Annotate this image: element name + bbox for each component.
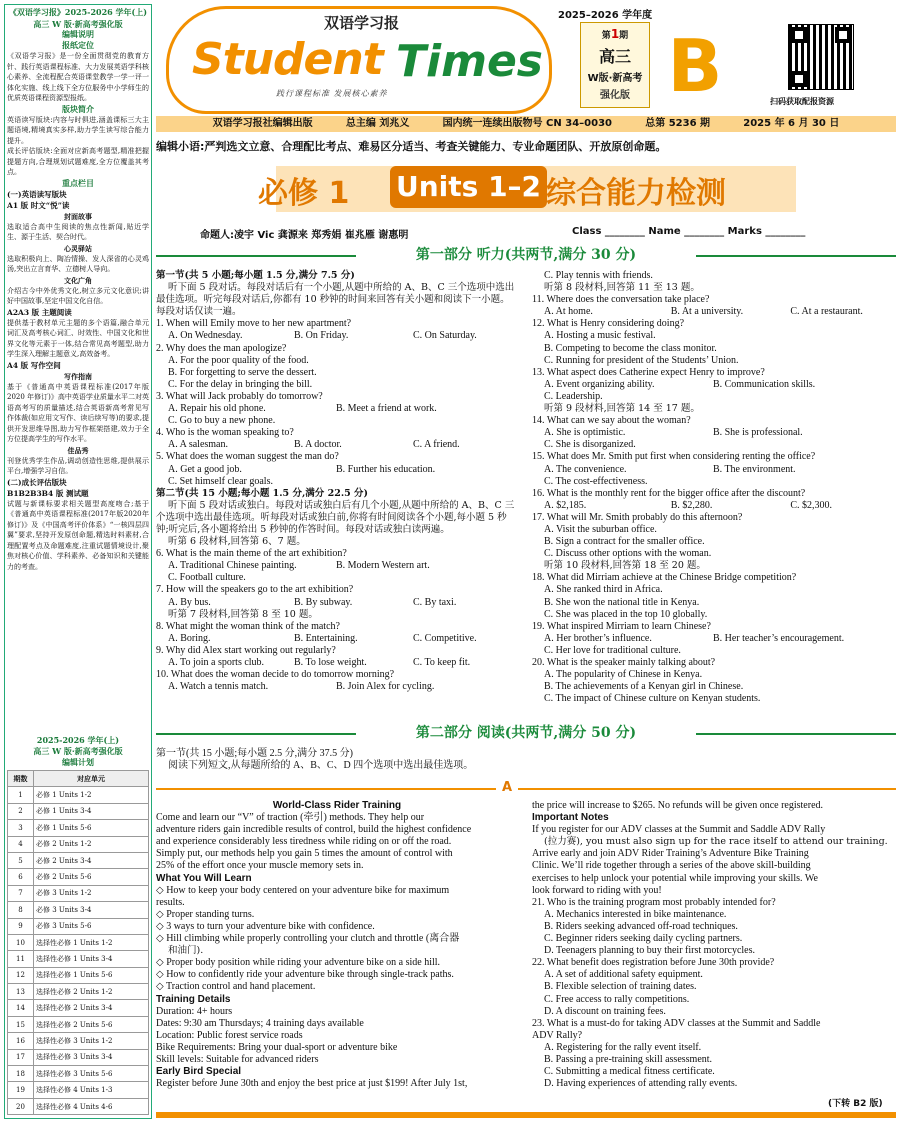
- passage-left-column: [156, 800, 518, 1090]
- plan-issue: 2: [8, 803, 34, 819]
- plan-th-unit: 对应单元: [34, 771, 149, 787]
- text-line: 和油门).: [168, 945, 204, 957]
- plan-block: [5, 735, 151, 1117]
- serial-number: 国内统一连续出版物号 CN 34–0030: [442, 118, 612, 129]
- part2-title: 第二部分 阅读(共两节,满分 50 分): [415, 725, 637, 741]
- plan-row: [8, 1016, 149, 1032]
- text-line: A. Registering for the rally event itself.: [544, 1041, 702, 1053]
- sidebar-pos-text: 《双语学习报》是一份全面贯彻党的教育方针、践行英语课程标准、大力发展英语学科核心素养、全流程配合英语课堂教学一学一评一体化实施、线上线下全方位服务中小学师生的优质英语课程资源型报纸。: [7, 52, 149, 102]
- version: W版·新高考: [587, 73, 643, 84]
- text-line: 22. What benefit does registration before June 30th provide?: [532, 957, 775, 969]
- plan-unit: 必修 2 Units 3-4: [34, 852, 149, 868]
- plan-row: [8, 803, 149, 819]
- listening-left-column: [156, 270, 518, 693]
- sidebar-c5t: 刊登优秀学生作品,调动创造性思维,提供展示平台,增强学习自信。: [7, 456, 149, 475]
- text-line: Important Notes: [532, 812, 609, 824]
- part1-header: [156, 244, 896, 266]
- plan-unit: 选择性必修 3 Units 1-2: [34, 1033, 149, 1049]
- text-line: C. Running for president of the Students’ Union.: [544, 354, 739, 366]
- plan-issue: 10: [8, 934, 34, 950]
- text-line: 听下面 5 段对话或独白。每段对话或独白后有几个小题,从题中所给的 A、B、C 三个选项中选出最佳选项。听每段对话或独白前,你将有时间阅读各个小题,每小题 5 秒钟;听完后,各小题将给出 5 秒钟的作答时间。每段对话或独白读两遍。: [156, 499, 515, 535]
- plan-row: [8, 951, 149, 967]
- text-line: If you register for our ADV classes at the Summit and Saddle ADV Rally: [532, 824, 826, 836]
- text-line: Arrive early and join ADV Rider Training’s Adventure Bike Training: [532, 848, 809, 860]
- plan-issue: 3: [8, 820, 34, 836]
- title-banner: [156, 158, 896, 216]
- plan-row: [8, 918, 149, 934]
- plan-row: [8, 1066, 149, 1082]
- text-line: A. Her brother’s influence. B. Her teacher’s encouragement.: [544, 632, 845, 644]
- plan-row: [8, 869, 149, 885]
- text-line: C. Play tennis with friends.: [544, 270, 653, 281]
- plan-row: [8, 934, 149, 950]
- text-line: look forward to riding with you!: [532, 884, 662, 896]
- plan-row: [8, 852, 149, 868]
- text-line: A. Get a good job. B. Further his education.: [168, 463, 436, 475]
- text-line: A. Event organizing ability. B. Communication skills.: [544, 378, 816, 390]
- bottom-bar: [156, 1112, 896, 1118]
- plan-unit: 必修 1 Units 3-4: [34, 803, 149, 819]
- text-line: 23. What is a must-do for taking ADV classes at the Summit and Saddle: [532, 1017, 821, 1029]
- plan-issue: 1: [8, 787, 34, 803]
- plan-issue: 9: [8, 918, 34, 934]
- issue-number: 第1期: [601, 27, 629, 41]
- text-line: A. Hosting a music festival.: [544, 330, 656, 342]
- text-line: 13. What aspect does Catherine expect Henry to improve?: [532, 366, 765, 378]
- plan-table: [7, 770, 149, 1115]
- plan-unit: 必修 3 Units 1-2: [34, 885, 149, 901]
- plan-unit: 选择性必修 1 Units 1-2: [34, 934, 149, 950]
- banner-units: Units 1–2: [390, 166, 547, 208]
- edition-box: [580, 22, 650, 108]
- text-line: 11. Where does the conversation take place?: [532, 294, 710, 306]
- text-line: World-Class Rider Training: [272, 800, 402, 811]
- editor-note: 编辑小语:严判选文立意、合理配比考点、难易区分适当、考查关键能力、专业命题团队、开放原创命题。: [156, 140, 667, 153]
- text-line: 第二节(共 15 小题;每小题 1.5 分,满分 22.5 分): [156, 487, 369, 499]
- text-line: 听第 6 段材料,回答第 6、7 题。: [168, 536, 306, 548]
- text-line: ◇ How to confidently ride your adventure bike through single-track paths.: [156, 969, 454, 981]
- grade: 高三: [598, 47, 631, 66]
- sidebar-c1: 封面故事: [64, 211, 92, 221]
- chief-editor: 总主编 刘兆义: [345, 118, 410, 129]
- text-line: C. She is disorganized.: [544, 439, 636, 451]
- plan-issue: 19: [8, 1082, 34, 1098]
- plan-issue: 8: [8, 902, 34, 918]
- school-year: 2025–2026 学年度: [558, 10, 653, 21]
- text-line: A. On Wednesday. B. On Friday. C. On Saturday.: [168, 330, 477, 342]
- sidebar-manual: 编辑说明: [62, 29, 94, 39]
- text-line: B. For forgetting to serve the dessert.: [168, 366, 317, 378]
- text-line: exercises to help unlock your potential while improving your skills. We: [532, 872, 818, 884]
- text-line: B. She won the national title in Kenya.: [544, 596, 700, 608]
- plan-row: [8, 967, 149, 983]
- sidebar-s3: A4 版 写作空间: [7, 360, 61, 370]
- text-line: ◇ Traction control and hand placement.: [156, 981, 316, 993]
- sidebar-b2: 成长评估版块:全面对应新高考题型,精准把握提题方向,合理规划试题难度,全方位覆盖其考点。: [7, 147, 149, 176]
- plan-issue: 14: [8, 1000, 34, 1016]
- text-line: D. Having experiences of attending rally events.: [544, 1078, 738, 1090]
- text-line: A. Watch a tennis match. B. Join Alex for cycling.: [168, 681, 435, 693]
- text-line: ADV Rally?: [532, 1029, 583, 1041]
- text-line: A. A set of additional safety equipment.: [544, 969, 703, 981]
- text-line: 10. What does the woman decide to do tomorrow morning?: [156, 669, 395, 681]
- text-line: ◇ Hill climbing while properly controlling your clutch and throttle (离合器: [156, 933, 460, 945]
- text-line: What You Will Learn: [156, 872, 252, 884]
- plan-th-issue: 期数: [8, 771, 34, 787]
- text-line: ◇ Proper body position while riding your adventure bike on a side hill.: [156, 957, 441, 969]
- text-line: A. The convenience. B. The environment.: [544, 463, 796, 475]
- text-line: C. Football culture.: [168, 572, 246, 584]
- text-line: Dates: 9:30 am Thursdays; 4 training days available: [156, 1017, 364, 1029]
- text-line: 第一节(共 5 小题;每小题 1.5 分,满分 7.5 分): [156, 270, 355, 281]
- plan-row: [8, 1082, 149, 1098]
- sidebar-intro-title: 版块简介: [62, 103, 94, 114]
- text-line: Location: Public forest service roads: [156, 1029, 303, 1041]
- text-line: 6. What is the main theme of the art exhibition?: [156, 548, 347, 560]
- sidebar-c4: 写作指南: [64, 371, 92, 381]
- plan-issue: 7: [8, 885, 34, 901]
- text-line: 4. Who is the woman speaking to?: [156, 427, 294, 439]
- plan-issue: 5: [8, 852, 34, 868]
- sidebar-s2t: 提供基于教材单元主题的多个语篇,融合单元词汇及高考核心词汇、时效性、中国文化和世界文化等元素于一体,结合常见高考题型,助力学生深入理解主题意义,高效备考。: [7, 318, 149, 358]
- reading-instruction: 阅读下列短文,从每题所给的 A、B、C、D 四个选项中选出最佳选项。: [168, 760, 474, 772]
- plan-unit: 必修 2 Units 5-6: [34, 869, 149, 885]
- plan-unit: 选择性必修 3 Units 3-4: [34, 1049, 149, 1065]
- text-line: A. A salesman. B. A doctor. C. A friend.: [168, 439, 460, 451]
- text-line: A. By bus. B. By subway. C. By taxi.: [168, 596, 457, 608]
- text-line: ◇ How to keep your body centered on your adventure bike for maximum: [156, 884, 450, 896]
- sidebar-s4t: 试题与新课标要求相关题型高度吻合;基于《普通高中英语课程标准(2017年版2020年修订)》及《中国高考评价体系》“一核四层四翼”要求,坚持开发原创命题,精选时料素材,合理配置考点及命题难度,注重试题情境设计,聚焦对核心价值、学科素养、必备知识和关键能力的考查。: [7, 499, 149, 571]
- plan-row: [8, 787, 149, 803]
- text-line: 12. What is Henry considering doing?: [532, 318, 685, 330]
- sidebar-c2t: 选取积极向上、陶冶情操、发人深省的心灵鸡汤,突出立言育华、立德树人导向。: [7, 254, 149, 273]
- plan-row: [8, 1033, 149, 1049]
- text-line: Early Bird Special: [156, 1066, 242, 1078]
- text-line: B. Riders seeking advanced off-road techniques.: [544, 920, 738, 932]
- qr-code-icon[interactable]: [788, 24, 854, 90]
- text-line: A. She ranked third in Africa.: [544, 584, 663, 596]
- text-line: (拉力赛), you must also sign up for the race itself to attend our training.: [544, 836, 888, 848]
- plan-issue: 11: [8, 951, 34, 967]
- text-line: 7. How will the speakers go to the art exhibition?: [156, 584, 354, 596]
- plan-row: [8, 1049, 149, 1065]
- qr-label: 扫码获取配报资源: [770, 97, 834, 106]
- plan-unit: 必修 1 Units 1-2: [34, 787, 149, 803]
- text-line: ◇ 3 ways to turn your adventure bike with confidence.: [156, 920, 375, 932]
- text-line: A. To join a sports club. B. To lose weight. C. To keep fit.: [168, 657, 471, 668]
- plan-unit: 选择性必修 1 Units 3-4: [34, 951, 149, 967]
- logo-student: Student: [192, 34, 383, 85]
- sidebar-c3t: 介绍古今中外优秀文化,树立多元文化意识;讲好中国故事,坚定中国文化自信。: [7, 286, 149, 305]
- strong-version: 强化版: [600, 90, 630, 101]
- sidebar-focus-title: 重点栏目: [62, 177, 94, 188]
- sidebar-c5: 佳品秀: [67, 445, 89, 455]
- part1-title: 第一部分 听力(共两节,满分 30 分): [415, 247, 637, 263]
- text-line: 25% of the effort once your muscle memory sets in.: [156, 860, 364, 872]
- text-line: 9. Why did Alex start working out regularly?: [156, 644, 336, 656]
- text-line: Clinic. We’ll ride together through a series of the above skill-building: [532, 860, 811, 872]
- text-line: 19. What inspired Mirriam to learn Chinese?: [532, 620, 711, 632]
- publish-date: 2025 年 6 月 30 日: [743, 118, 840, 129]
- sidebar-c4t: 基于《普通高中英语课程标准(2017年版 2020 年修订)》高中英语学业质量水平二对英语高考写的质量描述,结合英语新高考常见写作体裁(如应用文写作、读后续写等)的要求,提供开发思维导图,助力写作框架搭建,效力于全方位提高学生的写作水平。: [7, 382, 149, 443]
- plan-unit: 必修 3 Units 3-4: [34, 902, 149, 918]
- text-line: D. A discount on training fees.: [544, 1005, 666, 1017]
- text-line: 14. What can we say about the woman?: [532, 415, 691, 427]
- text-line: A. Boring. B. Entertaining. C. Competitive.: [168, 632, 477, 644]
- text-line: adventure riders gain incredible results of control, build the highest confidence: [156, 824, 472, 836]
- text-line: 听第 8 段材料,回答第 11 至 13 题。: [544, 282, 700, 294]
- plan-unit: 必修 3 Units 5-6: [34, 918, 149, 934]
- sidebar-s2: A2A3 版 主题阅读: [7, 307, 72, 317]
- publication-info-bar: [156, 116, 896, 132]
- sidebar-s4a: B1B2B3B4 版 测试题: [7, 488, 89, 498]
- plan-issue: 12: [8, 967, 34, 983]
- plan-issue: 18: [8, 1066, 34, 1082]
- banner-book: 必修 1: [258, 176, 350, 211]
- plan-unit: 必修 2 Units 1-2: [34, 836, 149, 852]
- passage-a-letter: A: [496, 780, 518, 795]
- plan-title: 编辑计划: [62, 757, 94, 767]
- text-line: C. Her love for traditional culture.: [544, 644, 681, 656]
- text-line: C. Set himself clear goals.: [168, 475, 273, 487]
- text-line: 18. What did Mirriam achieve at the Chinese Bridge competition?: [532, 572, 797, 584]
- plan-issue: 16: [8, 1033, 34, 1049]
- passage-right-column: [532, 800, 896, 1090]
- b-edition-mascot-icon: B: [667, 24, 723, 108]
- text-line: C. For the delay in bringing the bill.: [168, 378, 313, 390]
- plan-unit: 选择性必修 2 Units 1-2: [34, 984, 149, 1000]
- plan-top: 2025-2026 学年(上): [36, 735, 120, 745]
- sidebar-b1: 英语读写版块:内容与时俱进,涵盖课标三大主题语境,精境真实多样,助力学生读写综合能力提升。: [7, 115, 149, 145]
- text-line: B. Passing a pre-training skill assessment.: [544, 1053, 713, 1065]
- text-line: 听第 7 段材料,回答第 8 至 10 题。: [168, 608, 318, 620]
- text-line: A. Repair his old phone. B. Meet a friend at work.: [168, 403, 437, 415]
- text-line: Simply put, our methods help you gain 5 times the amount of control with: [156, 848, 453, 860]
- masthead-logo: [156, 2, 556, 112]
- text-line: Bike Requirements: Bring your dual-sport or adventure bike: [156, 1041, 398, 1053]
- text-line: Duration: 4+ hours: [156, 1005, 233, 1017]
- plan-unit: 选择性必修 4 Units 1-3: [34, 1082, 149, 1098]
- text-line: 听下面 5 段对话。每段对话后有一个小题,从题中所给的 A、B、C 三个选项中选出最佳选项。听完每段对话后,你都有 10 秒钟的时间来回答有关小题和阅读下一小题。每段对话仅读一遍。: [156, 282, 515, 318]
- question-authors: 命题人:凌宇 Vic 龚源来 郑秀娟 崔兆雁 谢惠明: [200, 230, 409, 241]
- plan-edition: 高三 W 版·新高考强化版: [33, 746, 123, 756]
- text-line: A. $2,185. B. $2,280. C. $2,300.: [544, 499, 833, 511]
- text-line: C. Free access to rally competitions.: [544, 993, 690, 1005]
- text-line: 17. What will Mr. Smith probably do this afternoon?: [532, 511, 743, 523]
- plan-row: [8, 984, 149, 1000]
- text-line: A. The popularity of Chinese in Kenya.: [544, 669, 703, 681]
- text-line: 听第 9 段材料,回答第 14 至 17 题。: [544, 403, 700, 415]
- text-line: C. Leadership.: [544, 390, 603, 402]
- sidebar-c3: 文化广角: [64, 275, 92, 285]
- text-line: 1. When will Emily move to her new apartment?: [156, 318, 352, 330]
- reading-section-header: 第一节(共 15 小题;每小题 2.5 分,满分 37.5 分): [156, 748, 353, 759]
- sidebar-s4: (二)成长评估版块: [7, 477, 67, 487]
- sidebar-top: 《双语学习报》2025-2026 学年(上): [5, 5, 151, 17]
- text-line: A. Visit the suburban office.: [544, 523, 657, 535]
- text-line: B. Sign a contract for the smaller office.: [544, 536, 705, 548]
- plan-unit: 必修 1 Units 5-6: [34, 820, 149, 836]
- text-line: C. Submitting a medical fitness certificate.: [544, 1066, 715, 1078]
- sidebar-s1a: A1 版 时文“悦”读: [7, 200, 70, 210]
- sidebar-edition: 高三 W 版·新高考强化版: [5, 17, 151, 29]
- logo-slogan: 践行课程标准 发展核心素养: [276, 89, 388, 98]
- plan-row: [8, 885, 149, 901]
- text-line: results.: [156, 896, 185, 908]
- text-line: 2. Why does the man apologize?: [156, 342, 287, 354]
- continued-note: (下转 B2 版): [828, 1099, 883, 1109]
- plan-unit: 选择性必修 4 Units 4-6: [34, 1098, 149, 1114]
- sidebar-pos-title: 报纸定位: [62, 40, 94, 50]
- plan-issue: 17: [8, 1049, 34, 1065]
- plan-issue: 15: [8, 1016, 34, 1032]
- text-line: Skill levels: Suitable for advanced riders: [156, 1053, 319, 1065]
- text-line: A. For the poor quality of the food.: [168, 354, 309, 366]
- reading-intro: [156, 748, 896, 772]
- plan-unit: 选择性必修 2 Units 5-6: [34, 1016, 149, 1032]
- plan-unit: 选择性必修 2 Units 3-4: [34, 1000, 149, 1016]
- text-line: 5. What does the woman suggest the man do?: [156, 451, 339, 463]
- text-line: C. Go to buy a new phone.: [168, 415, 276, 427]
- text-line: Register before June 30th and enjoy the best price at just $199! After July 1st,: [156, 1078, 468, 1090]
- text-line: B. Competing to become the class monitor.: [544, 342, 717, 354]
- sidebar-c2: 心灵驿站: [64, 243, 92, 253]
- text-line: 3. What will Jack probably do tomorrow?: [156, 390, 323, 402]
- logo-times: Times: [396, 36, 543, 87]
- class-name-marks-line: Class ________ Name ________ Marks ________: [572, 226, 806, 237]
- text-line: ◇ Proper standing turns.: [156, 908, 255, 920]
- sidebar-s1: (一)英语读写版块: [7, 189, 67, 199]
- plan-issue: 13: [8, 984, 34, 1000]
- text-line: C. The cost-effectiveness.: [544, 475, 648, 487]
- text-line: 8. What might the woman think of the match?: [156, 620, 340, 632]
- text-line: Come and learn our “V” of traction (牵引) methods. They help our: [156, 812, 425, 824]
- logo-chinese: 双语学习报: [324, 14, 400, 32]
- text-line: 16. What is the monthly rent for the bigger office after the discount?: [532, 487, 806, 499]
- sidebar-c1t: 选取适合高中生阅读的焦点性新闻,贴近学生、源于生活、契合时代。: [7, 222, 149, 241]
- part2-header: [156, 722, 896, 744]
- text-line: 15. What does Mr. Smith put first when considering renting the office?: [532, 451, 816, 463]
- passage-a-divider: [156, 780, 896, 796]
- text-line: B. Flexible selection of training dates.: [544, 981, 697, 993]
- text-line: C. She was placed in the top 10 globally.: [544, 608, 708, 620]
- text-line: A. Traditional Chinese painting. B. Modern Western art.: [168, 560, 430, 572]
- publisher: 双语学习报社编辑出版: [212, 118, 313, 129]
- banner-test-title: 综合能力检测: [546, 176, 726, 211]
- plan-row: [8, 1000, 149, 1016]
- plan-row: [8, 1098, 149, 1114]
- plan-row: [8, 820, 149, 836]
- text-line: the price will increase to $265. No refunds will be given once registered.: [532, 800, 824, 811]
- plan-issue: 6: [8, 869, 34, 885]
- plan-issue: 20: [8, 1098, 34, 1114]
- text-line: 20. What is the speaker mainly talking about?: [532, 657, 716, 668]
- plan-issue: 4: [8, 836, 34, 852]
- text-line: and experience considerably less tiredness while riding on or off the road.: [156, 836, 452, 848]
- text-line: A. At home. B. At a university. C. At a restaurant.: [544, 306, 863, 318]
- plan-row: [8, 902, 149, 918]
- text-line: C. Discuss other options with the woman.: [544, 548, 712, 560]
- text-line: 21. Who is the training program most probably intended for?: [532, 896, 776, 908]
- text-line: A. She is optimistic. B. She is professional.: [544, 427, 803, 439]
- text-line: B. The achievements of a Kenyan girl in Chinese.: [544, 681, 744, 693]
- text-line: C. The impact of Chinese culture on Kenyan students.: [544, 693, 761, 705]
- total-issue: 总第 5236 期: [645, 118, 711, 129]
- text-line: C. Beginner riders seeking daily cycling partners.: [544, 933, 743, 945]
- text-line: Training Details: [156, 993, 231, 1005]
- listening-right-column: [532, 270, 896, 705]
- plan-unit: 选择性必修 1 Units 5-6: [34, 967, 149, 983]
- plan-row: [8, 836, 149, 852]
- text-line: A. Mechanics interested in bike maintenance.: [544, 908, 727, 920]
- text-line: D. Teenagers planning to buy their first motorcycles.: [544, 945, 756, 957]
- plan-unit: 选择性必修 3 Units 5-6: [34, 1066, 149, 1082]
- text-line: 听第 10 段材料,回答第 18 至 20 题。: [544, 560, 706, 572]
- main-content: [156, 0, 896, 1121]
